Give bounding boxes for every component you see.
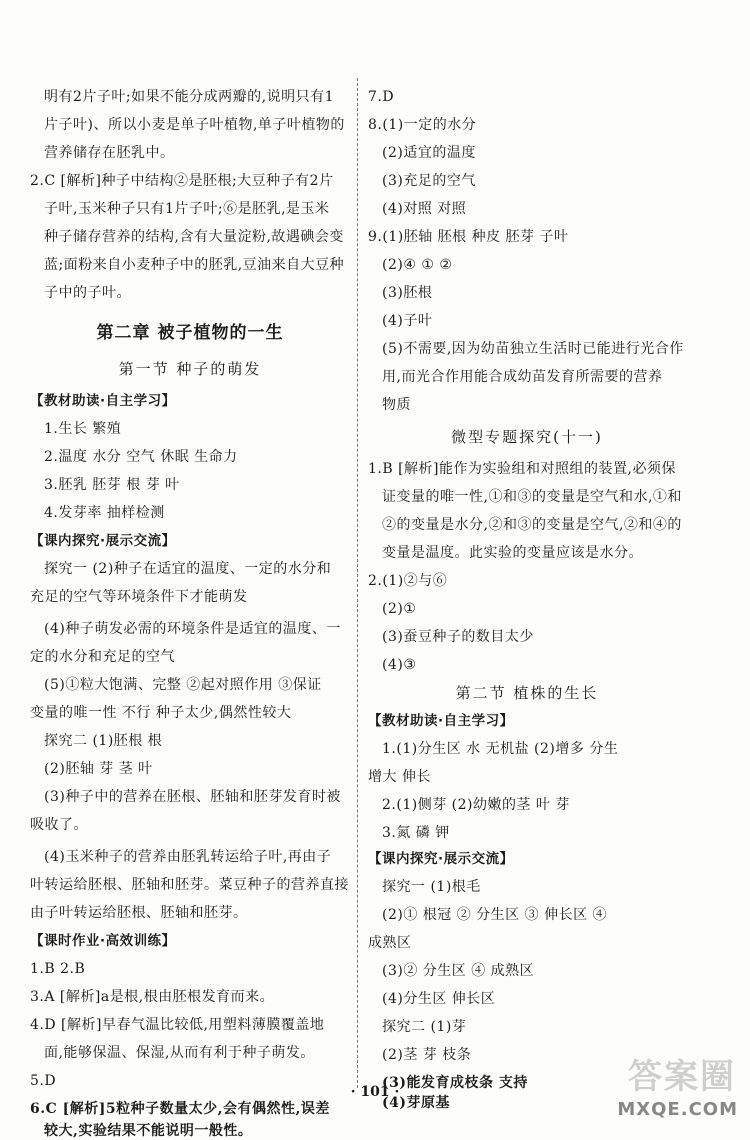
left-line: 1.生长 繁殖 [44,421,122,437]
left-line: 【课时作业·高效训练】 [30,933,176,949]
left-line: 营养储存在胚乳中。 [44,145,175,161]
left-line: 【教材助读·自主学习】 [30,393,176,409]
left-line: (4)玉米种子的营养由胚乳转运给子叶,再由子 [44,849,332,865]
right-line: 1.(1)分生区 水 无机盐 (2)增多 分生 [382,741,619,757]
left-line: 面,能够保温、保湿,从而有利于种子萌发。 [44,1045,315,1061]
left-line: 6.C [解析]5粒种子数量太少,会有偶然性,误差 [30,1101,330,1117]
left-line: 2.温度 水分 空气 休眠 生命力 [44,449,238,465]
right-line: (5)不需要,因为幼苗独立生活时已能进行光合作 [382,341,684,357]
right-line: (3)能发育成枝条 支持 [382,1075,528,1091]
right-line: (4)分生区 伸长区 [382,991,496,1007]
right-line: (3)② 分生区 ④ 成熟区 [382,963,535,979]
left-line: 1.B 2.B [30,961,86,977]
column-divider [357,78,358,1088]
right-line: (2)适宜的温度 [382,145,476,161]
left-line: 探究一 (2)种子在适宜的温度、一定的水分和 [44,561,332,577]
left-line: 4.D [解析]早春气温比较低,用塑料薄膜覆盖地 [30,1017,325,1033]
right-line: 第二节 植株的生长 [455,684,599,702]
right-line: 3.氮 磷 钾 [382,825,450,841]
left-line: 明有2片子叶;如果不能分成两瓣的,说明只有1 [44,89,334,105]
right-line: (2)④ ① ② [382,257,453,273]
left-line: (4)种子萌发必需的环境条件是适宜的温度、一 [44,621,341,637]
left-line: 3.A [解析]a是根,根由胚根发育而来。 [30,989,275,1005]
watermark-logo: 答案圈 [628,1057,736,1097]
left-line: 第二章 被子植物的一生 [96,323,284,343]
left-line: (3)种子中的营养在胚根、胚轴和胚芽发育时被 [44,789,341,805]
right-line: 成熟区 [368,935,412,951]
right-line: 2.(1)②与⑥ [368,573,448,589]
right-line: (4)芽原基 [382,1095,450,1111]
right-line: 1.B [解析]能作为实验组和对照组的装置,必须保 [368,461,676,477]
left-line: 2.C [解析]种子中结构②是胚根;大豆种子有2片 [30,173,334,189]
left-line: 探究二 (1)胚根 根 [44,733,163,749]
left-line: 充足的空气等环境条件下才能萌发 [30,589,248,605]
left-line: 蓝;面粉来自小麦种子中的胚乳,豆油来自大豆种 [44,257,345,273]
right-line: (4)子叶 [382,313,433,329]
right-line: (3)充足的空气 [382,173,476,189]
left-line: 4.发芽率 抽样检测 [44,505,165,521]
left-line: 较大,实验结果不能说明一般性。 [44,1123,253,1139]
right-line: 用,而光合作用能合成幼苗发育所需要的营养 [382,369,663,385]
right-line: (3)胚根 [382,285,433,301]
right-line: 【教材助读·自主学习】 [368,713,514,729]
right-line: 8.(1)一定的水分 [368,117,477,133]
right-line: 7.D [368,89,395,105]
right-line: 增大 伸长 [368,769,431,785]
page-number: · 101 · [350,1084,400,1100]
right-line: 【课内探究·展示交流】 [368,851,514,867]
left-line: 子叶,玉米种子只有1片子叶;⑥是胚乳,是玉米 [44,201,330,217]
right-line: 探究二 (1)芽 [382,1019,467,1035]
left-line: 由子叶转运给胚根、胚轴和胚芽。 [30,905,248,921]
right-line: 证变量的唯一性,①和③的变量是空气和水,①和 [382,489,682,505]
right-line: (3)蚕豆种子的数目太少 [382,629,534,645]
right-line: ②的变量是水分,②和③的变量是空气,②和④的 [382,517,682,533]
left-line: 变量的唯一性 不行 种子太少,偶然性较大 [30,705,292,721]
watermark-text: MXQE.COM [617,1099,738,1120]
left-line: 5.D [30,1073,57,1089]
right-line: 变量是温度。此实验的变量应该是水分。 [382,545,643,561]
left-line: 叶转运给胚根、胚轴和胚芽。菜豆种子的营养直接 [30,877,349,893]
right-line: 2.(1)侧芽 (2)幼嫩的茎 叶 芽 [382,797,570,813]
right-line: 探究一 (1)根毛 [382,879,481,895]
right-line: (4)③ [382,657,417,673]
right-line: (2)① 根冠 ② 分生区 ③ 伸长区 ④ [382,907,608,923]
left-line: (5)①粒大饱满、完整 ②起对照作用 ③保证 [44,677,322,693]
right-line: 物质 [382,397,411,413]
left-line: 种子储存营养的结构,含有大量淀粉,故遇碘会变 [44,229,344,245]
left-line: 定的水分和充足的空气 [30,649,175,665]
left-line: 片子叶)、所以小麦是单子叶植物,单子叶植物的 [44,117,345,133]
right-line: (2)① [382,601,417,617]
right-line: (2)茎 芽 枝条 [382,1047,472,1063]
left-line: (2)胚轴 芽 茎 叶 [44,761,153,777]
right-line: 9.(1)胚轴 胚根 种皮 胚芽 子叶 [368,229,569,245]
right-line: (4)对照 对照 [382,201,467,217]
left-line: 第一节 种子的萌发 [118,360,262,378]
left-line: 【课内探究·展示交流】 [30,533,176,549]
left-line: 子中的子叶。 [44,285,131,301]
left-line: 吸收了。 [30,817,88,833]
right-line: 微型专题探究(十一) [451,428,603,446]
left-line: 3.胚乳 胚芽 根 芽 叶 [44,477,180,493]
